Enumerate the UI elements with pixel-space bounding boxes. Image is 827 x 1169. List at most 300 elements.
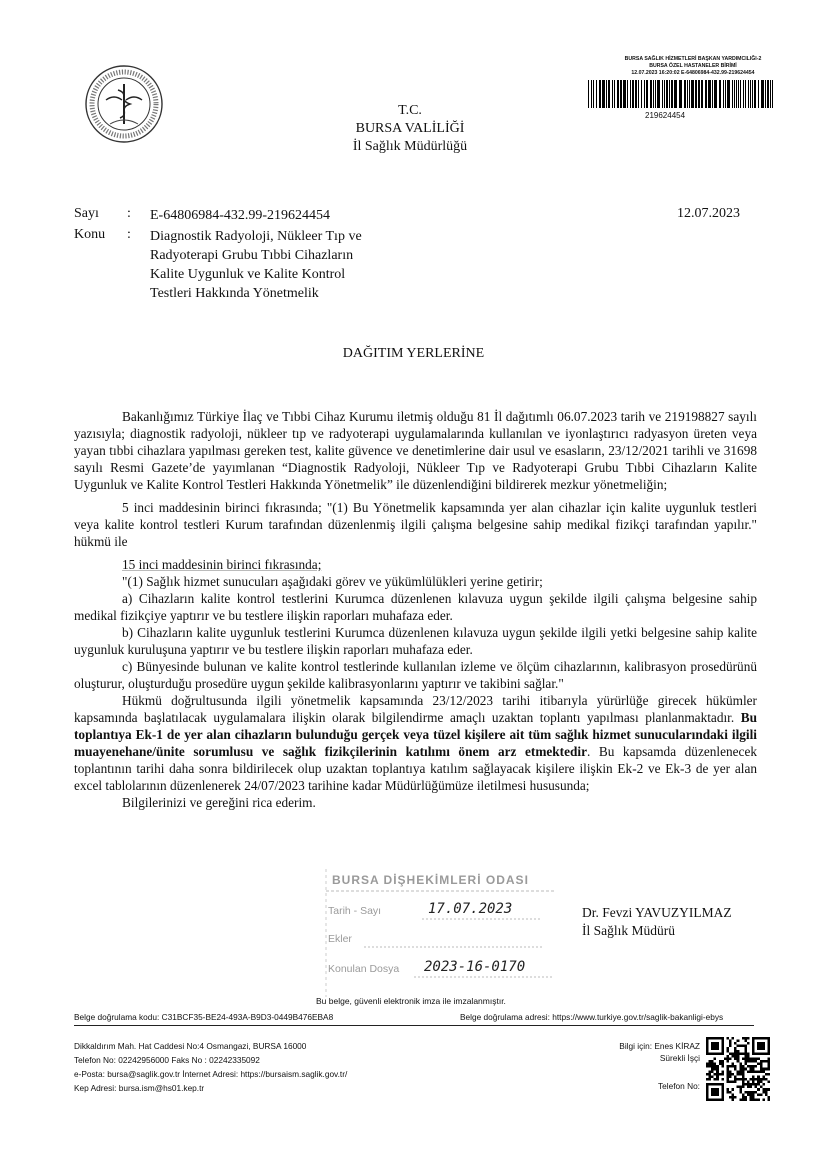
qr-module	[742, 1037, 745, 1040]
qr-module	[721, 1042, 724, 1045]
barcode-bar	[758, 80, 759, 108]
item-a: a) Cihazların kalite kontrol testlerini Kurumca düzenlenen kılavuza uygun şekilde ilgili çalışma belgesine sahip medikal fizikçiye yaptırır ve bu testlere ilişkin raporları muhafaza eder.	[74, 591, 757, 623]
qr-module	[726, 1060, 729, 1063]
barcode-bar	[653, 80, 654, 108]
stamp-konulan-label: Konulan Dosya	[328, 963, 400, 975]
barcode-bar	[623, 80, 626, 108]
qr-module	[760, 1060, 763, 1063]
qr-module	[752, 1047, 755, 1050]
qr-module	[742, 1068, 745, 1071]
qr-module	[737, 1045, 740, 1048]
qr-module	[716, 1083, 719, 1086]
qr-module	[757, 1078, 760, 1081]
barcode-bar	[638, 80, 639, 108]
item-c: c) Bünyesinde bulunan ve kalite kontrol testlerinde kullanılan izleme ve ölçüm cihazlarının, kalibrasyon prosedürünü oluşturur, oluşturduğu prosedüre uygun şekilde kalibrasyonlarını yaptırır ve takibini sağlar."	[74, 659, 757, 691]
stamp-date-label: Tarih - Sayı	[328, 905, 382, 917]
esign-note: Bu belge, güvenli elektronik imza ile imzalanmıştır.	[316, 996, 506, 1006]
qr-module	[742, 1081, 745, 1084]
qr-module	[706, 1047, 709, 1050]
qr-module	[747, 1093, 750, 1096]
qr-module	[721, 1098, 724, 1101]
qr-module	[739, 1098, 742, 1101]
qr-module	[721, 1060, 724, 1063]
registry-line-3: 12.07.2023 16:20:02 E-64806984-432.99-219624454	[631, 70, 755, 76]
qr-module	[744, 1040, 747, 1043]
qr-module	[757, 1075, 760, 1078]
qr-module	[737, 1073, 740, 1076]
qr-module	[760, 1063, 763, 1066]
qr-module	[744, 1052, 747, 1055]
org-header	[300, 102, 520, 156]
qr-module	[739, 1070, 742, 1073]
barcode-bar	[698, 80, 700, 108]
qr-module	[767, 1063, 770, 1066]
qr-module	[744, 1078, 747, 1081]
qr-module	[757, 1081, 760, 1084]
contact-person	[580, 1040, 700, 1064]
qr-module	[716, 1070, 719, 1073]
qr-module	[716, 1091, 719, 1094]
qr-module	[739, 1045, 742, 1048]
qr-module	[747, 1065, 750, 1068]
qr-module	[706, 1065, 709, 1068]
qr-module	[752, 1070, 755, 1073]
qr-module	[739, 1078, 742, 1081]
qr-module	[762, 1037, 765, 1040]
footer-address: Dikkaldırım Mah. Hat Caddesi No:4 Osmangazi, BURSA 16000	[74, 1041, 307, 1051]
qr-module	[765, 1078, 768, 1081]
qr-module	[716, 1042, 719, 1045]
barcode-bar	[752, 80, 753, 108]
barcode-bar	[602, 80, 605, 108]
item-b: b) Cihazların kalite uygunluk testlerini Kurumca düzenlenen kılavuza uygun şekilde ilgili yetki belgesine sahip kalite uygunluk kuruluşuna yaptırır ve bu testlere ilişkin raporları muhafaza eder.	[74, 625, 757, 657]
qr-module	[711, 1070, 714, 1073]
qr-module	[734, 1050, 737, 1053]
barcode-bar	[725, 80, 726, 108]
qr-module	[750, 1070, 753, 1073]
qr-module	[734, 1075, 737, 1078]
qr-module	[714, 1057, 717, 1060]
qr-module	[726, 1078, 729, 1081]
barcode-bar	[635, 80, 637, 108]
barcode-bar	[655, 80, 656, 108]
qr-module	[742, 1086, 745, 1089]
barcode-bar	[767, 80, 769, 108]
konu-value	[150, 227, 362, 303]
qr-module	[752, 1081, 755, 1084]
qr-module	[750, 1060, 753, 1063]
qr-module	[721, 1050, 724, 1053]
p5-end: . Bu kapsamda düzenlenecek toplantının tarihi daha sonra bildirilecek olup uzaktan toplantıya katılım sağlayacak kişilere ilişkin Ek-2 ve Ek-3 de yer alan excel tablolarının düzenlenerek 24/07/2023 tarihine kadar Müdürlüğümüze iletilmesi hususunda;	[74, 744, 757, 793]
barcode-bar	[723, 80, 724, 108]
signer-title: İl Sağlık Müdürü	[582, 923, 675, 938]
qr-module	[752, 1078, 755, 1081]
qr-module	[760, 1042, 763, 1045]
barcode-bar	[748, 80, 749, 108]
qr-module	[729, 1045, 732, 1048]
qr-module	[719, 1037, 722, 1040]
qr-module	[760, 1086, 763, 1089]
tc-label: T.C.	[398, 103, 422, 118]
qr-module	[721, 1070, 724, 1073]
qr-module	[721, 1083, 724, 1086]
qr-module	[726, 1070, 729, 1073]
qr-module	[767, 1047, 770, 1050]
konu-line: Kalite Uygunluk ve Kalite Kontrol	[150, 267, 346, 282]
registry-info	[598, 56, 788, 77]
qr-module	[709, 1073, 712, 1076]
paragraph-3	[74, 556, 757, 573]
qr-module	[714, 1068, 717, 1071]
qr-module	[739, 1068, 742, 1071]
qr-module	[742, 1096, 745, 1099]
konu-line: Diagnostik Radyoloji, Nükleer Tıp ve	[150, 229, 362, 244]
qr-module	[752, 1060, 755, 1063]
qr-module	[726, 1091, 729, 1094]
qr-module	[719, 1098, 722, 1101]
qr-module	[714, 1063, 717, 1066]
qr-module	[752, 1096, 755, 1099]
qr-module	[760, 1068, 763, 1071]
barcode-bar	[593, 80, 594, 108]
paragraph-4: "(1) Sağlık hizmet sunucuları aşağıdaki görev ve yükümlülükleri yerine getirir;	[122, 574, 543, 589]
qr-module	[711, 1091, 714, 1094]
qr-module	[752, 1037, 755, 1040]
qr-module	[755, 1065, 758, 1068]
qr-module	[767, 1042, 770, 1045]
qr-module	[729, 1081, 732, 1084]
qr-module	[744, 1068, 747, 1071]
qr-module	[739, 1063, 742, 1066]
qr-module	[765, 1052, 768, 1055]
barcode-bar	[612, 80, 613, 108]
qr-module	[755, 1078, 758, 1081]
qr-module	[750, 1086, 753, 1089]
verification-address[interactable]: Belge doğrulama adresi: https://www.turkiye.gov.tr/saglik-bakanligi-ebys	[460, 1012, 724, 1022]
qr-module	[716, 1047, 719, 1050]
qr-module	[714, 1052, 717, 1055]
qr-module	[762, 1042, 765, 1045]
qr-module	[729, 1070, 732, 1073]
qr-module	[709, 1060, 712, 1063]
barcode-bar	[596, 80, 597, 108]
qr-module	[767, 1045, 770, 1048]
qr-code-icon	[706, 1037, 770, 1101]
qr-module	[729, 1075, 732, 1078]
qr-module	[706, 1050, 709, 1053]
qr-module	[747, 1070, 750, 1073]
qr-module	[750, 1091, 753, 1094]
qr-module	[709, 1037, 712, 1040]
qr-module	[709, 1083, 712, 1086]
qr-module	[765, 1037, 768, 1040]
barcode-bar	[691, 80, 694, 108]
qr-module	[721, 1091, 724, 1094]
qr-module	[762, 1075, 765, 1078]
stamp-date-value: 17.07.2023	[428, 901, 513, 917]
barcode-number: 219624454	[645, 111, 686, 120]
barcode-bar	[727, 80, 730, 108]
barcode	[588, 80, 776, 108]
barcode-bar	[765, 80, 766, 108]
konu-line: Radyoterapi Grubu Tıbbi Cihazların	[150, 248, 354, 263]
qr-module	[752, 1065, 755, 1068]
qr-module	[757, 1042, 760, 1045]
qr-module	[711, 1063, 714, 1066]
info-role: Sürekli İşçi	[659, 1053, 700, 1063]
qr-module	[714, 1091, 717, 1094]
qr-module	[762, 1078, 765, 1081]
qr-module	[714, 1045, 717, 1048]
qr-module	[706, 1096, 709, 1099]
stamp-konulan-value: 2023-16-0170	[424, 959, 526, 975]
qr-module	[752, 1045, 755, 1048]
qr-module	[744, 1037, 747, 1040]
barcode-bar	[664, 80, 665, 108]
qr-module	[737, 1052, 740, 1055]
qr-module	[714, 1078, 717, 1081]
barcode-bar	[641, 80, 642, 108]
qr-module	[734, 1078, 737, 1081]
qr-module	[757, 1037, 760, 1040]
qr-module	[760, 1078, 763, 1081]
qr-module	[737, 1057, 740, 1060]
signature-block	[582, 904, 732, 940]
qr-module	[757, 1093, 760, 1096]
qr-module	[752, 1042, 755, 1045]
barcode-bar	[695, 80, 697, 108]
qr-module	[734, 1052, 737, 1055]
qr-module	[737, 1086, 740, 1089]
qr-module	[714, 1083, 717, 1086]
barcode-bar	[630, 80, 631, 108]
barcode-bar	[740, 80, 741, 108]
registry-line-1: BURSA SAĞLIK HİZMETLERİ BAŞKAN YARDIMCILIĞI-2	[624, 56, 762, 62]
qr-module	[744, 1057, 747, 1060]
barcode-bar	[738, 80, 739, 108]
qr-module	[729, 1065, 732, 1068]
qr-module	[762, 1070, 765, 1073]
qr-module	[762, 1045, 765, 1048]
qr-module	[757, 1045, 760, 1048]
qr-module	[706, 1063, 709, 1066]
qr-module	[729, 1073, 732, 1076]
qr-module	[757, 1047, 760, 1050]
konu-colon: :	[127, 227, 131, 242]
qr-module	[760, 1065, 763, 1068]
qr-module	[744, 1098, 747, 1101]
qr-module	[760, 1052, 763, 1055]
qr-module	[767, 1096, 770, 1099]
qr-module	[729, 1052, 732, 1055]
qr-module	[711, 1083, 714, 1086]
qr-module	[709, 1065, 712, 1068]
qr-module	[765, 1060, 768, 1063]
qr-module	[711, 1088, 714, 1091]
qr-module	[742, 1070, 745, 1073]
qr-module	[765, 1093, 768, 1096]
qr-module	[726, 1047, 729, 1050]
qr-module	[762, 1060, 765, 1063]
qr-module	[767, 1050, 770, 1053]
qr-module	[747, 1052, 750, 1055]
qr-module	[760, 1070, 763, 1073]
qr-module	[767, 1073, 770, 1076]
qr-module	[752, 1052, 755, 1055]
qr-module	[732, 1063, 735, 1066]
qr-module	[752, 1091, 755, 1094]
qr-module	[757, 1063, 760, 1066]
qr-module	[732, 1093, 735, 1096]
qr-module	[742, 1052, 745, 1055]
qr-module	[721, 1088, 724, 1091]
qr-module	[742, 1083, 745, 1086]
footer-email[interactable]: e-Posta: bursa@saglik.gov.tr İnternet Adresi: https://bursaism.saglik.gov.tr/	[74, 1069, 348, 1079]
qr-module	[716, 1068, 719, 1071]
qr-module	[734, 1055, 737, 1058]
qr-module	[709, 1078, 712, 1081]
qr-module	[747, 1037, 750, 1040]
barcode-bar	[684, 80, 686, 108]
qr-module	[711, 1075, 714, 1078]
qr-module	[726, 1055, 729, 1058]
barcode-bar	[591, 80, 592, 108]
qr-module	[706, 1037, 709, 1040]
qr-module	[765, 1091, 768, 1094]
barcode-bar	[689, 80, 690, 108]
barcode-bar	[632, 80, 634, 108]
qr-module	[716, 1075, 719, 1078]
barcode-bar	[772, 80, 773, 108]
qr-module	[729, 1091, 732, 1094]
qr-module	[755, 1086, 758, 1089]
barcode-bar	[627, 80, 628, 108]
qr-module	[729, 1040, 732, 1043]
qr-module	[739, 1088, 742, 1091]
paragraph-1: Bakanlığımız Türkiye İlaç ve Tıbbi Cihaz Kurumu iletmiş olduğu 81 İl dağıtımlı 06.07.2023 tarih ve 219198827 sayılı yazısıyla; diagnostik radyoloji, nükleer tıp ve radyoterapi uygulamalarında kullanılan ve iyonlaştırıcı radyasyon üreten veya yayan tıbbi cihazlara yapılması gereken test, kalite güvence ve denetimlerine dair usul ve esasların, 23/12/2021 tarihli ve 31698 sayılı Resmi Gazete’de yayımlanan “Diagnostik Radyoloji, Nükleer Tıp ve Radyoterapi Grubu Tıbbi Cihazların Kalite Uygunluk ve Kalite Kontrol Testleri Hakkında Yönetmelik” ile düzenlendiğini bildirerek mezkur yönetmeliğin;	[74, 409, 757, 492]
qr-module	[755, 1070, 758, 1073]
p5-bold: Bu toplantıya Ek-1 de yer alan cihazların bulunduğu gerçek veya tüzel kişilere ait tüm sağlık hizmet sunucularındaki ilgili muayenehane/ünite sorumlusu ve sağlık fizikçilerinin katılımı önem arz etmektedir	[74, 710, 758, 759]
footer-phone: Telefon No: 02242956000 Faks No : 02242335092	[74, 1055, 260, 1065]
qr-module	[716, 1045, 719, 1048]
qr-module	[732, 1052, 735, 1055]
barcode-bar	[750, 80, 751, 108]
qr-module	[767, 1065, 770, 1068]
contact-phone-label: Telefon No:	[658, 1081, 700, 1091]
qr-module	[762, 1047, 765, 1050]
qr-module	[750, 1065, 753, 1068]
barcode-bar	[714, 80, 717, 108]
qr-module	[716, 1078, 719, 1081]
qr-module	[750, 1093, 753, 1096]
qr-module	[757, 1052, 760, 1055]
qr-module	[767, 1052, 770, 1055]
directorate: İl Sağlık Müdürlüğü	[352, 139, 468, 154]
qr-module	[762, 1068, 765, 1071]
barcode-bar	[588, 80, 589, 108]
qr-module	[762, 1052, 765, 1055]
qr-module	[767, 1068, 770, 1071]
qr-module	[757, 1098, 760, 1101]
qr-module	[742, 1073, 745, 1076]
qr-module	[752, 1040, 755, 1043]
qr-module	[732, 1065, 735, 1068]
qr-module	[767, 1060, 770, 1063]
qr-module	[737, 1078, 740, 1081]
qr-module	[767, 1057, 770, 1060]
qr-module	[732, 1098, 735, 1101]
qr-module	[750, 1083, 753, 1086]
qr-module	[706, 1045, 709, 1048]
qr-module	[750, 1098, 753, 1101]
sayi-value: E-64806984-432.99-219624454	[150, 208, 331, 223]
footer-divider	[74, 1025, 754, 1026]
qr-module	[716, 1037, 719, 1040]
qr-module	[757, 1070, 760, 1073]
qr-module	[721, 1045, 724, 1048]
qr-module	[711, 1037, 714, 1040]
barcode-bar	[657, 80, 660, 108]
sayi-label: Sayı	[74, 206, 99, 221]
qr-module	[760, 1037, 763, 1040]
barcode-bar	[650, 80, 652, 108]
qr-module	[760, 1093, 763, 1096]
qr-module	[737, 1050, 740, 1053]
qr-module	[716, 1098, 719, 1101]
qr-module	[709, 1052, 712, 1055]
qr-module	[721, 1096, 724, 1099]
qr-module	[752, 1050, 755, 1053]
footer-contact	[74, 1039, 347, 1095]
qr-module	[721, 1052, 724, 1055]
governorship: BURSA VALİLİĞİ	[355, 121, 465, 136]
qr-module	[721, 1086, 724, 1089]
article-15-ref: 15 inci maddesinin birinci fıkrasında;	[122, 557, 322, 572]
barcode-bar	[599, 80, 601, 108]
qr-module	[721, 1073, 724, 1076]
qr-module	[721, 1093, 724, 1096]
qr-module	[714, 1065, 717, 1068]
stamp-ekler-label: Ekler	[328, 933, 352, 945]
qr-module	[721, 1047, 724, 1050]
qr-module	[752, 1083, 755, 1086]
barcode-bar	[669, 80, 670, 108]
qr-module	[729, 1042, 732, 1045]
qr-module	[747, 1091, 750, 1094]
qr-module	[767, 1037, 770, 1040]
qr-module	[719, 1083, 722, 1086]
qr-module	[744, 1045, 747, 1048]
qr-module	[732, 1055, 735, 1058]
qr-module	[706, 1083, 709, 1086]
qr-module	[732, 1081, 735, 1084]
qr-module	[706, 1093, 709, 1096]
qr-module	[762, 1098, 765, 1101]
qr-module	[742, 1078, 745, 1081]
barcode-bar	[708, 80, 711, 108]
qr-module	[747, 1086, 750, 1089]
qr-module	[711, 1068, 714, 1071]
qr-module	[709, 1098, 712, 1101]
qr-module	[765, 1073, 768, 1076]
qr-module	[767, 1088, 770, 1091]
qr-module	[737, 1055, 740, 1058]
qr-module	[752, 1093, 755, 1096]
qr-module	[734, 1081, 737, 1084]
qr-module	[714, 1093, 717, 1096]
barcode-bar	[608, 80, 610, 108]
barcode-bar	[674, 80, 677, 108]
